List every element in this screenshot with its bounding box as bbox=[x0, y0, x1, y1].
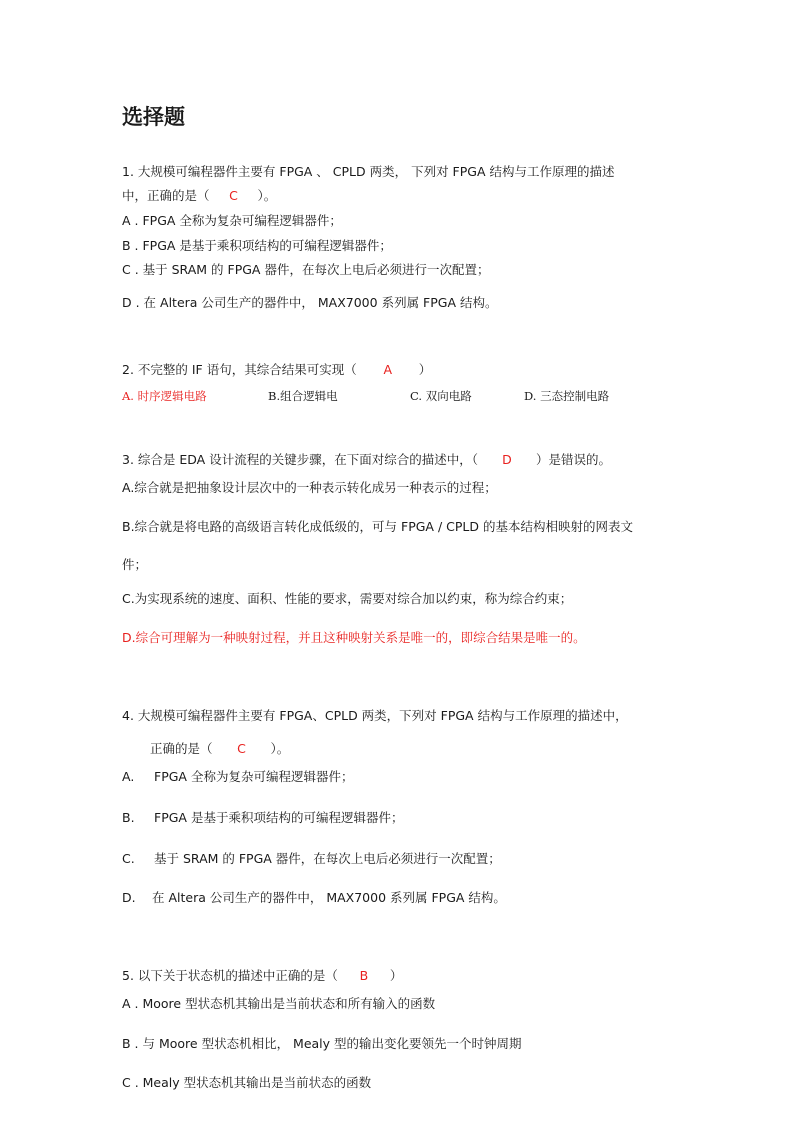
q2-option-d: D. 三态控制电路 bbox=[524, 389, 610, 403]
q5-stem-pre: 5. 以下关于状态机的描述中正确的是（ bbox=[122, 968, 338, 983]
q4-answer: C bbox=[237, 741, 246, 756]
q4-option-a-label: A. bbox=[122, 769, 135, 784]
q4-option-c bbox=[122, 851, 501, 867]
q4-option-b-label: B. bbox=[122, 810, 135, 825]
q3-stem bbox=[122, 452, 611, 468]
q4-option-d-label: D. bbox=[122, 890, 136, 905]
q1-option-a: A . FPGA 全称为复杂可编程逻辑器件； bbox=[122, 213, 342, 228]
q5-option-c: C . Mealy 型状态机其输出是当前状态的函数 bbox=[122, 1075, 372, 1090]
q1-option-d: D . 在 Altera 公司生产的器件中， MAX7000 系列属 FPGA 结构。 bbox=[122, 295, 498, 310]
q1-stem-line1: 1. 大规模可编程器件主要有 FPGA 、 CPLD 两类， 下列对 FPGA 结构与工作原理的描述 bbox=[122, 164, 615, 179]
q2-option-b: B.组合逻辑电 bbox=[268, 389, 338, 403]
q3-option-b-line2: 件； bbox=[122, 557, 148, 572]
q1-option-b: B . FPGA 是基于乘积项结构的可编程逻辑器件； bbox=[122, 238, 392, 253]
q4-option-a-text: FPGA 全称为复杂可编程逻辑器件； bbox=[154, 769, 354, 784]
q4-option-d bbox=[122, 890, 506, 906]
q2-option-c: C. 双向电路 bbox=[410, 389, 472, 403]
q2-answer: A bbox=[383, 362, 393, 377]
q1-stem-line2 bbox=[122, 188, 276, 204]
q3-stem-pre: 3. 综合是 EDA 设计流程的关键步骤，在下面对综合的描述中，（ bbox=[122, 452, 478, 467]
q1-option-c: C . 基于 SRAM 的 FPGA 器件，在每次上电后必须进行一次配置； bbox=[122, 262, 490, 277]
q4-option-c-text: 基于 SRAM 的 FPGA 器件，在每次上电后必须进行一次配置； bbox=[154, 851, 501, 866]
q3-option-a: A.综合就是把抽象设计层次中的一种表示转化成另一种表示的过程； bbox=[122, 480, 497, 495]
q3-option-d: D.综合可理解为一种映射过程，并且这种映射关系是唯一的，即综合结果是唯一的。 bbox=[122, 630, 586, 645]
q5-option-a: A . Moore 型状态机其输出是当前状态和所有输入的函数 bbox=[122, 996, 436, 1011]
q4-option-a bbox=[122, 769, 353, 785]
q2-stem-pre: 2. 不完整的 IF 语句，其综合结果可实现（ bbox=[122, 362, 357, 377]
q5-option-b: B . 与 Moore 型状态机相比， Mealy 型的输出变化要领先一个时钟周期 bbox=[122, 1036, 522, 1051]
q2-stem bbox=[122, 362, 431, 378]
q4-stem-pre: 正确的是（ bbox=[150, 741, 213, 756]
q1-answer: C bbox=[229, 188, 238, 203]
q4-option-b-text: FPGA 是基于乘积项结构的可编程逻辑器件； bbox=[154, 810, 404, 825]
q2-option-a: A. 时序逻辑电路 bbox=[122, 389, 207, 403]
q1-stem-pre: 中，正确的是（ bbox=[122, 188, 210, 203]
q5-answer: B bbox=[359, 968, 369, 983]
page-title: 选择题 bbox=[122, 105, 185, 129]
q4-stem-post: ）。 bbox=[270, 741, 290, 756]
q4-stem-line2 bbox=[150, 741, 289, 757]
q4-option-d-text: 在 Altera 公司生产的器件中， MAX7000 系列属 FPGA 结构。 bbox=[152, 890, 506, 905]
q4-stem-line1: 4. 大规模可编程器件主要有 FPGA、CPLD 两类，下列对 FPGA 结构与工作原理的描述中， bbox=[122, 708, 628, 723]
q3-answer: D bbox=[502, 452, 512, 467]
q2-stem-post: ） bbox=[418, 362, 432, 377]
q1-stem-post: ）。 bbox=[257, 188, 277, 203]
q3-option-b-line1: B.综合就是将电路的高级语言转化成低级的，可与 FPGA / CPLD 的基本结构相映射的网表文 bbox=[122, 519, 633, 534]
q5-stem-post: ） bbox=[389, 968, 403, 983]
q4-option-b bbox=[122, 810, 403, 826]
q3-option-c: C.为实现系统的速度、面积、性能的要求，需要对综合加以约束，称为综合约束； bbox=[122, 591, 573, 606]
q4-option-c-label: C. bbox=[122, 851, 135, 866]
q5-stem bbox=[122, 968, 402, 984]
q3-stem-post: ）是错误的。 bbox=[535, 452, 611, 467]
